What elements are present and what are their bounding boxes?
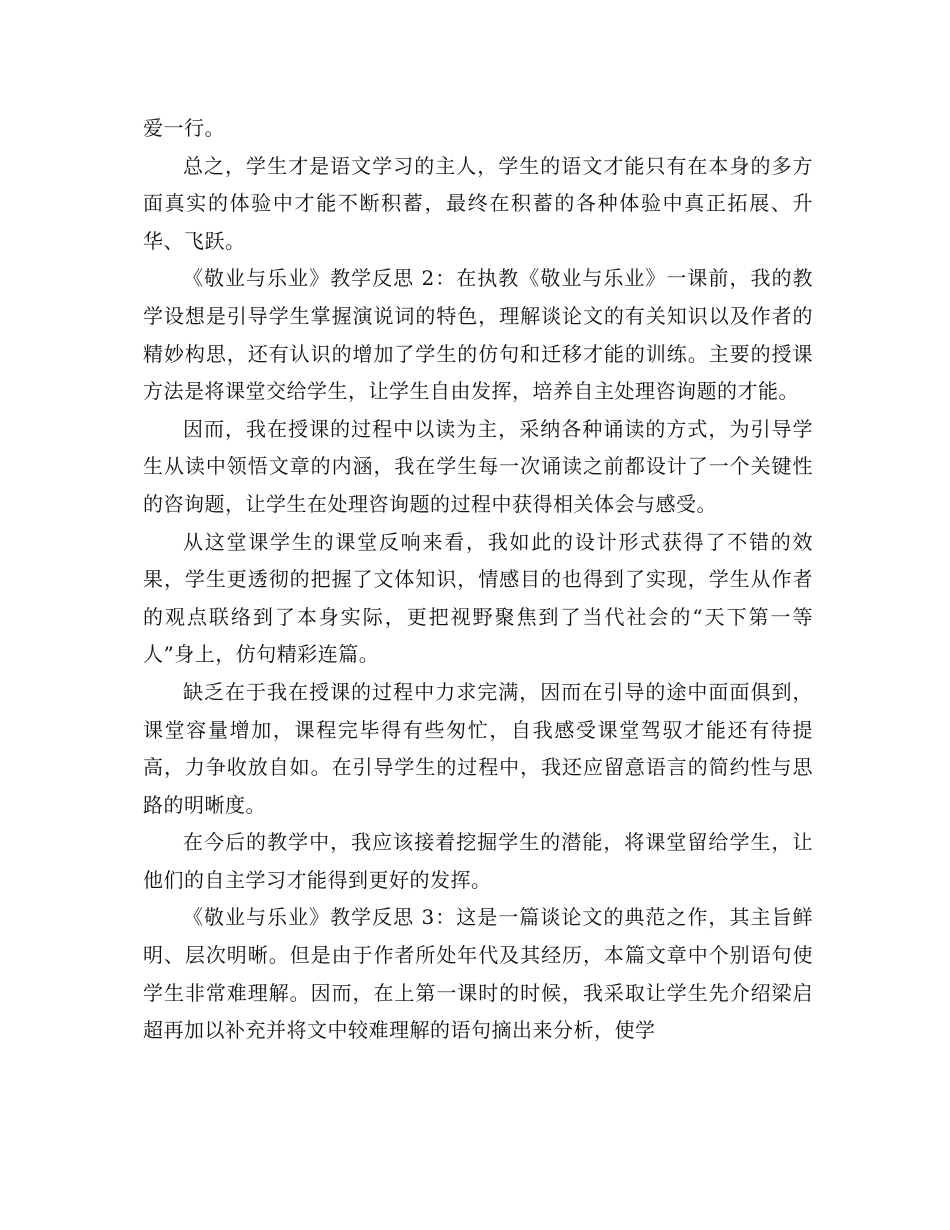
paragraph: 缺乏在于我在授课的过程中力求完满，因而在引导的途中面面俱到，课堂容量增加，课程完毕得有些匆忙，自我感受课堂驾驭才能还有待提高，力争收放自如。在引导学生的过程中，我还应留意语言的简约性与思路的明晰度。 — [143, 679, 813, 817]
document-page — [143, 110, 813, 1050]
paragraph: 《敬业与乐业》教学反思 2：在执教《敬业与乐业》一课前，我的教学设想是引导学生掌握演说词的特色，理解谈论文的有关知识以及作者的精妙构思，还有认识的增加了学生的仿句和迁移才能的训练。主要的授课方法是将课堂交给学生，让学生自由发挥，培养自主处理咨询题的才能。 — [143, 266, 813, 404]
paragraph: 总之，学生才是语文学习的主人，学生的语文才能只有在本身的多方面真实的体验中才能不断积蓄，最终在积蓄的各种体验中真正拓展、升华、飞跃。 — [143, 153, 813, 253]
paragraph: 爱一行。 — [143, 116, 225, 140]
paragraph: 因而，我在授课的过程中以读为主，采纳各种诵读的方式，为引导学生从读中领悟文章的内涵，我在学生每一次诵读之前都设计了一个关键性的咨询题，让学生在处理咨询题的过程中获得相关体会与感受。 — [143, 416, 813, 516]
paragraph: 从这堂课学生的课堂反响来看，我如此的设计形式获得了不错的效果，学生更透彻的把握了文体知识，情感目的也得到了实现，学生从作者的观点联络到了本身实际，更把视野聚焦到了当代社会的“天下第一等人”身上，仿句精彩连篇。 — [143, 529, 813, 667]
paragraph: 《敬业与乐业》教学反思 3：这是一篇谈论文的典范之作，其主旨鲜明、层次明晰。但是由于作者所处年代及其经历，本篇文章中个别语句使学生非常难理解。因而，在上第一课时的时候，我采取让学生先介绍梁启超再加以补充并将文中较难理解的语句摘出来分析，使学 — [143, 905, 813, 1043]
paragraph: 在今后的教学中，我应该接着挖掘学生的潜能，将课堂留给学生，让他们的自主学习才能得到更好的发挥。 — [143, 830, 813, 892]
